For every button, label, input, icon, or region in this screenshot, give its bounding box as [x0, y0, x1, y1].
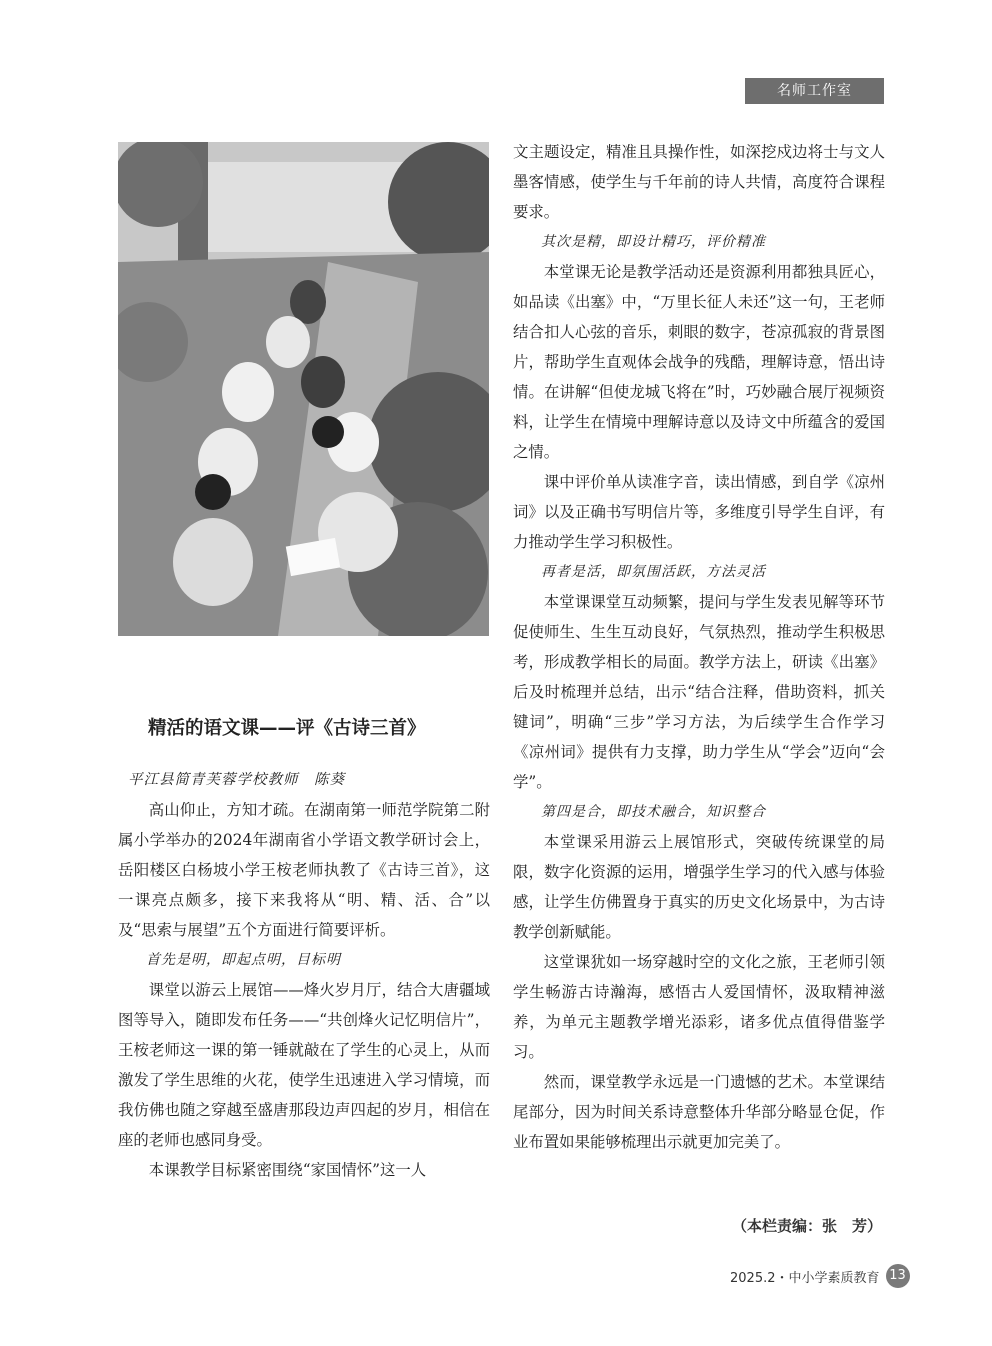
paragraph: 这堂课犹如一场穿越时空的文化之旅，王老师引领学生畅游古诗瀚海，感悟古人爱国情怀，汲取精神滋养，为单元主题教学增光添彩，诸多优点值得借鉴学习。 [513, 953, 885, 1061]
right-column [513, 137, 885, 1157]
section-heading: 其次是精，即设计精巧，评价精准 [541, 234, 766, 250]
page-number: 13 [886, 1264, 910, 1288]
paragraph: 高山仰止，方知才疏。在湖南第一师范学院第二附属小学举办的2024年湖南省小学语文教学研讨会上，岳阳楼区白杨坡小学王桉老师执教了《古诗三首》，这一课亮点颇多，接下来我将从“明、精、活、合”以及“思索与展望”五个方面进行简要评析。 [118, 801, 490, 939]
article-title: 精活的语文课——评《古诗三首》 [148, 718, 426, 739]
editor-note: （本栏责编：张 芳） [731, 1217, 882, 1235]
paragraph: 本课教学目标紧密围绕“家国情怀”这一人 [148, 1161, 427, 1179]
author-line: 平江县简青芙蓉学校教师 陈葵 [128, 772, 345, 788]
paragraph: 然而，课堂教学永远是一门遗憾的艺术。本堂课结尾部分，因为时间关系诗意整体升华部分略显仓促，作业布置如果能够梳理出示就更加完美了。 [513, 1073, 885, 1151]
paragraph: 文主题设定，精准且具操作性，如深挖戍边将士与文人墨客情感，使学生与千年前的诗人共情，高度符合课程要求。 [513, 143, 885, 221]
paragraph: 课堂以游云上展馆——烽火岁月厅，结合大唐疆域图等导入，随即发布任务——“共创烽火记忆明信片”，王桉老师这一课的第一锤就敲在了学生的心灵上，从而激发了学生思维的火花，使学生迅速进入学习情境，而我仿佛也随之穿越至盛唐那段边声四起的岁月，相信在座的老师也感同身受。 [118, 981, 490, 1149]
article-photo [118, 142, 489, 636]
paragraph: 本堂课无论是教学活动还是资源利用都独具匠心，如品读《出塞》中，“万里长征人未还”这一句，王老师结合扣人心弦的音乐，刺眼的数字，苍凉孤寂的背景图片，帮助学生直观体会战争的残酷，理解诗意，悟出诗情。在讲解“但使龙城飞将在”时，巧妙融合展厅视频资料，让学生在情境中理解诗意以及诗文中所蕴含的爱国之情。 [513, 263, 885, 461]
photo-illustration [118, 142, 489, 636]
issue-label: 2025.2・中小学素质教育 [730, 1270, 880, 1286]
column-tag: 名师工作室 [745, 78, 884, 104]
page-footer [730, 1264, 910, 1288]
paragraph: 本堂课课堂互动频繁，提问与学生发表见解等环节促使师生、生生互动良好，气氛热烈，推动学生积极思考，形成教学相长的局面。教学方法上，研读《出塞》后及时梳理并总结，出示“结合注释，借助资料，抓关键词”，明确“三步”学习方法，为后续学生合作学习《凉州词》提供有力支撑，助力学生从“学会”迈向“会学”。 [513, 593, 885, 791]
paragraph: 本堂课采用游云上展馆形式，突破传统课堂的局限，数字化资源的运用，增强学生学习的代入感与体验感，让学生仿佛置身于真实的历史文化场景中，为古诗教学创新赋能。 [513, 833, 885, 941]
section-heading: 首先是明，即起点明，目标明 [146, 952, 341, 968]
section-heading: 再者是活，即氛围活跃，方法灵活 [541, 564, 766, 580]
left-column [118, 765, 490, 1185]
section-heading: 第四是合，即技术融合，知识整合 [541, 804, 766, 820]
paragraph: 课中评价单从读准字音，读出情感，到自学《凉州词》以及正确书写明信片等，多维度引导学生自评，有力推动学生学习积极性。 [513, 473, 885, 551]
